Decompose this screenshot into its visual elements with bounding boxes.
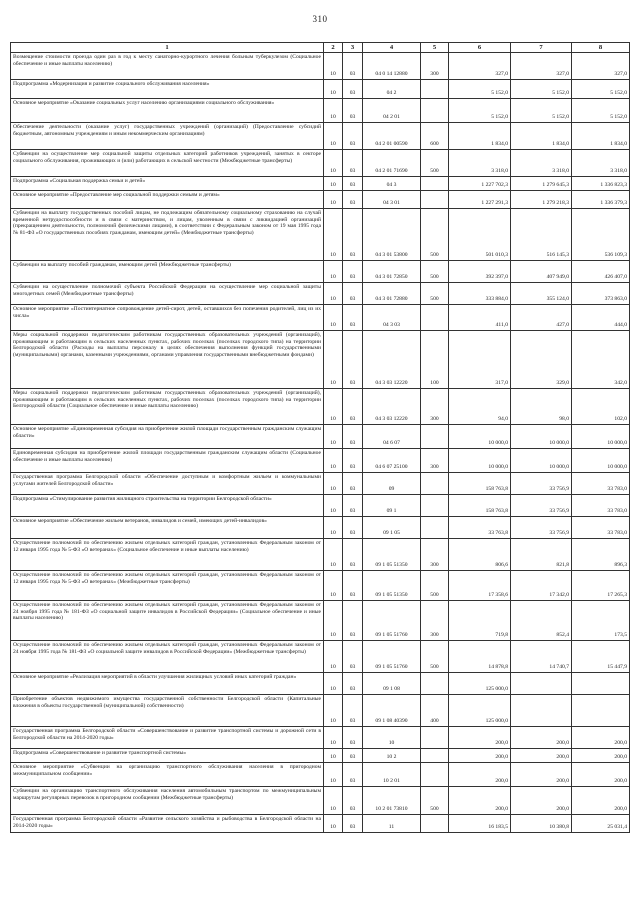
expense-type-code (421, 495, 449, 517)
expense-type-code (421, 305, 449, 331)
target-article-code: 04 2 01 (363, 99, 421, 123)
target-article-code: 04 6 07 (363, 425, 421, 449)
amount-year-3: 1 336 379,3 (572, 191, 630, 209)
amount-year-1: 200,0 (449, 749, 511, 763)
subsection-code: 03 (343, 473, 363, 495)
section-code: 10 (324, 539, 343, 571)
section-code: 10 (324, 673, 343, 695)
section-code: 10 (324, 763, 343, 787)
amount-year-1: 10 000,0 (449, 449, 511, 473)
section-code: 10 (324, 815, 343, 833)
subsection-code: 03 (343, 495, 363, 517)
target-article-code: 09 1 05 51350 (363, 571, 421, 601)
table-row (11, 473, 630, 495)
amount-year-1: 125 000,0 (449, 695, 511, 727)
amount-year-2: 200,0 (511, 787, 572, 815)
target-article-code: 09 1 05 51760 (363, 601, 421, 641)
amount-year-3: 896,3 (572, 539, 630, 571)
amount-year-3: 33 783,0 (572, 473, 630, 495)
amount-year-3: 17 265,3 (572, 571, 630, 601)
item-name: Меры социальной поддержки педагогическим работникам государственных образовательных учреждений (организаций), проживающим и работающим в сельских населенных пунктах, рабочих поселках (поселках городского типа) на территории Белгородской области (Расходы на выплаты персоналу в целях обеспечения выполнения функций государственными (муниципальными) органами, казенными учреждениями, органами управления государственными внебюджетными фондами) (11, 331, 324, 389)
amount-year-3: 200,0 (572, 727, 630, 749)
subsection-code: 03 (343, 283, 363, 305)
amount-year-1: 14 878,8 (449, 641, 511, 673)
expense-type-code: 300 (421, 389, 449, 425)
section-code: 10 (324, 191, 343, 209)
table-row (11, 673, 630, 695)
target-article-code: 04 2 01 00590 (363, 123, 421, 150)
amount-year-3: 200,0 (572, 763, 630, 787)
subsection-code: 03 (343, 517, 363, 539)
amount-year-2: 200,0 (511, 727, 572, 749)
section-code: 10 (324, 123, 343, 150)
section-code: 10 (324, 53, 343, 80)
amount-year-2: 1 279 645,3 (511, 177, 572, 191)
amount-year-2: 5 152,0 (511, 99, 572, 123)
amount-year-1: 327,0 (449, 53, 511, 80)
subsection-code: 03 (343, 389, 363, 425)
amount-year-3: 15 447,9 (572, 641, 630, 673)
amount-year-1: 5 152,0 (449, 99, 511, 123)
expense-type-code (421, 749, 449, 763)
item-name: Приобретение объектов недвижимого имущества государственной собственности Белгородской области (Капитальные вложения в объекты государственной (муниципальной) собственности) (11, 695, 324, 727)
target-article-code: 09 1 05 51350 (363, 539, 421, 571)
expense-type-code: 500 (421, 787, 449, 815)
amount-year-2: 852,4 (511, 601, 572, 641)
amount-year-3: 33 783,0 (572, 517, 630, 539)
target-article-code: 04 3 01 72850 (363, 261, 421, 283)
target-article-code: 09 1 (363, 495, 421, 517)
header-col-6: 6 (449, 43, 511, 53)
target-article-code: 10 2 01 73810 (363, 787, 421, 815)
table-row (11, 601, 630, 641)
amount-year-2: 821,8 (511, 539, 572, 571)
target-article-code: 04 3 01 53800 (363, 209, 421, 261)
target-article-code: 04 3 01 72880 (363, 283, 421, 305)
table-row (11, 305, 630, 331)
table-row (11, 53, 630, 80)
amount-year-2: 10 000,0 (511, 449, 572, 473)
amount-year-1: 5 152,0 (449, 80, 511, 99)
subsection-code: 03 (343, 261, 363, 283)
table-row (11, 517, 630, 539)
header-col-7: 7 (511, 43, 572, 53)
expense-type-code: 300 (421, 53, 449, 80)
table-row (11, 787, 630, 815)
amount-year-2: 427,0 (511, 305, 572, 331)
table-row (11, 815, 630, 833)
expense-type-code (421, 177, 449, 191)
item-name: Основное мероприятие «Субвенции на организацию транспортного обслуживания населения в пригородном межмуниципальном сообщении» (11, 763, 324, 787)
amount-year-3: 33 783,0 (572, 495, 630, 517)
target-article-code: 09 1 08 40390 (363, 695, 421, 727)
item-name: Основное мероприятие «Обеспечение жильем ветеранов, инвалидов и семей, имеющих детей-инвалидов» (11, 517, 324, 539)
target-article-code: 09 (363, 473, 421, 495)
table-row (11, 389, 630, 425)
item-name: Основное мероприятие «Реализация мероприятий в области улучшения жилищных условий иных категорий граждан» (11, 673, 324, 695)
table-row (11, 99, 630, 123)
amount-year-2: 33 756,9 (511, 473, 572, 495)
amount-year-1: 200,0 (449, 727, 511, 749)
expense-type-code (421, 425, 449, 449)
amount-year-1: 200,0 (449, 763, 511, 787)
amount-year-2: 329,0 (511, 331, 572, 389)
section-code: 10 (324, 641, 343, 673)
item-name: Осуществление полномочий по обеспечению жильем отдельных категорий граждан, установленных Федеральным законом от 24 ноября 1995 года № 181-ФЗ «О социальной защите инвалидов в Российской Федерации» (Социальное обеспечение и иные выплаты населению) (11, 601, 324, 641)
item-name: Меры социальной поддержки педагогическим работникам государственных образовательных учреждений (организаций), проживающим и работающим в сельских населенных пунктах, рабочих поселках (поселках городского типа) на территории Белгородской области (Социальное обеспечение и иные выплаты населению) (11, 389, 324, 425)
item-name: Обеспечение деятельности (оказание услуг) государственных учреждений (организаций) (Предоставление субсидий бюджетным, автономным учреждениям и иным некоммерческим организациям) (11, 123, 324, 150)
amount-year-2: 33 756,9 (511, 517, 572, 539)
subsection-code: 03 (343, 80, 363, 99)
subsection-code: 03 (343, 601, 363, 641)
expense-type-code: 300 (421, 539, 449, 571)
expense-type-code (421, 517, 449, 539)
subsection-code: 03 (343, 331, 363, 389)
subsection-code: 03 (343, 191, 363, 209)
amount-year-3: 102,0 (572, 389, 630, 425)
page-number: 310 (312, 14, 328, 24)
amount-year-3 (572, 695, 630, 727)
item-name: Подпрограмма «Модернизация и развитие социального обслуживания населения» (11, 80, 324, 99)
target-article-code: 04 3 03 (363, 305, 421, 331)
amount-year-3: 3 318,0 (572, 150, 630, 177)
header-col-5: 5 (421, 43, 449, 53)
expense-type-code: 100 (421, 331, 449, 389)
amount-year-1: 200,0 (449, 787, 511, 815)
amount-year-2: 10 380,8 (511, 815, 572, 833)
amount-year-2: 14 740,7 (511, 641, 572, 673)
amount-year-3: 173,5 (572, 601, 630, 641)
section-code: 10 (324, 283, 343, 305)
amount-year-2: 17 342,0 (511, 571, 572, 601)
item-name: Субвенции на выплату пособий гражданам, имеющим детей (Межбюджетные трансферты) (11, 261, 324, 283)
amount-year-1: 1 227 702,3 (449, 177, 511, 191)
section-code: 10 (324, 749, 343, 763)
item-name: Подпрограмма «Совершенствование и развитие транспортной системы» (11, 749, 324, 763)
item-name: Осуществление полномочий по обеспечению жильем отдельных категорий граждан, установленных Федеральным законом от 24 ноября 1995 года № 181-ФЗ «О социальной защите инвалидов в Российской Федерации» (Межбюджетные трансферты) (11, 641, 324, 673)
amount-year-1: 17 358,6 (449, 571, 511, 601)
table-row (11, 150, 630, 177)
subsection-code: 03 (343, 150, 363, 177)
amount-year-3: 1 834,0 (572, 123, 630, 150)
amount-year-1: 392 397,0 (449, 261, 511, 283)
expense-type-code: 500 (421, 209, 449, 261)
target-article-code: 10 2 (363, 749, 421, 763)
item-name: Возмещение стоимости проезда один раз в год к месту санаторно-курортного лечения больным туберкулезом (Социальное обеспечение и иные выплаты населению) (11, 53, 324, 80)
amount-year-1: 94,0 (449, 389, 511, 425)
table-row (11, 80, 630, 99)
amount-year-1: 3 318,0 (449, 150, 511, 177)
target-article-code: 04 3 03 12220 (363, 331, 421, 389)
subsection-code: 03 (343, 209, 363, 261)
subsection-code: 03 (343, 763, 363, 787)
expense-type-code (421, 727, 449, 749)
table-row (11, 539, 630, 571)
subsection-code: 03 (343, 815, 363, 833)
section-code: 10 (324, 177, 343, 191)
target-article-code: 09 1 05 (363, 517, 421, 539)
amount-year-1: 1 834,0 (449, 123, 511, 150)
amount-year-3: 327,0 (572, 53, 630, 80)
section-code: 10 (324, 209, 343, 261)
expense-type-code (421, 191, 449, 209)
amount-year-2: 10 000,0 (511, 425, 572, 449)
section-code: 10 (324, 80, 343, 99)
table-row (11, 283, 630, 305)
amount-year-3: 373 863,0 (572, 283, 630, 305)
amount-year-2: 1 279 218,3 (511, 191, 572, 209)
budget-table (10, 42, 630, 833)
section-code: 10 (324, 601, 343, 641)
target-article-code: 10 (363, 727, 421, 749)
target-article-code: 11 (363, 815, 421, 833)
amount-year-3: 444,0 (572, 305, 630, 331)
subsection-code: 03 (343, 449, 363, 473)
item-name: Субвенции на организацию транспортного обслуживания населения автомобильным транспортом по межмуниципальным маршрутам регулярных перевозок в пригородном сообщении (Межбюджетные трансферты) (11, 787, 324, 815)
section-code: 10 (324, 787, 343, 815)
item-name: Основное мероприятие «Предоставление мер социальной поддержки семьям и детям» (11, 191, 324, 209)
subsection-code: 03 (343, 539, 363, 571)
expense-type-code (421, 80, 449, 99)
subsection-code: 03 (343, 673, 363, 695)
amount-year-1: 125 000,0 (449, 673, 511, 695)
subsection-code: 03 (343, 177, 363, 191)
table-row (11, 425, 630, 449)
item-name: Государственная программа Белгородской области «Совершенствование и развитие транспортной системы и дорожной сети в Белгородской области на 2014-2020 годы» (11, 727, 324, 749)
amount-year-1: 317,0 (449, 331, 511, 389)
header-col-1: 1 (11, 43, 324, 53)
section-code: 10 (324, 305, 343, 331)
header-col-8: 8 (572, 43, 630, 53)
amount-year-1: 719,8 (449, 601, 511, 641)
amount-year-3: 5 152,0 (572, 80, 630, 99)
item-name: Субвенции на выплату государственных пособий лицам, не подлежащим обязательному социальному страхованию на случай временной нетрудоспособности и в связи с материнством, и лицам, уволенным в связи с ликвидацией организаций (прекращением деятельности, полномочий физическими лицами), в соответствии с Федеральным законом от 19 мая 1995 года № 81-ФЗ «О государственных пособиях гражданам, имеющим детей» (Межбюджетные трансферты) (11, 209, 324, 261)
target-article-code: 04 6 07 25100 (363, 449, 421, 473)
item-name: Подпрограмма «Стимулирование развития жилищного строительства на территории Белгородской области» (11, 495, 324, 517)
amount-year-2: 200,0 (511, 749, 572, 763)
target-article-code: 09 1 08 (363, 673, 421, 695)
table-row (11, 571, 630, 601)
amount-year-2: 355 124,0 (511, 283, 572, 305)
amount-year-1: 10 000,0 (449, 425, 511, 449)
section-code: 10 (324, 331, 343, 389)
amount-year-1: 158 763,8 (449, 495, 511, 517)
table-row (11, 727, 630, 749)
item-name: Основное мероприятие «Оказание социальных услуг населению организациями социального обслуживания» (11, 99, 324, 123)
expense-type-code: 300 (421, 449, 449, 473)
amount-year-3: 10 000,0 (572, 449, 630, 473)
item-name: Осуществление полномочий по обеспечению жильем отдельных категорий граждан, установленных Федеральным законом от 12 января 1995 года № 5-ФЗ «О ветеранах» (Межбюджетные трансферты) (11, 571, 324, 601)
expense-type-code (421, 99, 449, 123)
subsection-code: 03 (343, 641, 363, 673)
section-code: 10 (324, 449, 343, 473)
amount-year-2: 327,0 (511, 53, 572, 80)
amount-year-1: 806,6 (449, 539, 511, 571)
section-code: 10 (324, 571, 343, 601)
subsection-code: 03 (343, 695, 363, 727)
table-row (11, 641, 630, 673)
header-row (11, 43, 630, 53)
subsection-code: 03 (343, 425, 363, 449)
table-row (11, 763, 630, 787)
amount-year-3: 1 336 823,3 (572, 177, 630, 191)
amount-year-1: 158 763,8 (449, 473, 511, 495)
table-row (11, 449, 630, 473)
table-row (11, 261, 630, 283)
amount-year-2: 1 834,0 (511, 123, 572, 150)
amount-year-3 (572, 673, 630, 695)
target-article-code: 09 1 05 51760 (363, 641, 421, 673)
expense-type-code: 300 (421, 601, 449, 641)
amount-year-1: 33 763,8 (449, 517, 511, 539)
expense-type-code (421, 673, 449, 695)
item-name: Государственная программа Белгородской области «Развитие сельского хозяйства и рыбоводства в Белгородской области на 2014-2020 годы» (11, 815, 324, 833)
amount-year-3: 10 000,0 (572, 425, 630, 449)
section-code: 10 (324, 99, 343, 123)
amount-year-1: 501 010,3 (449, 209, 511, 261)
target-article-code: 04 2 01 71690 (363, 150, 421, 177)
header-col-3: 3 (343, 43, 363, 53)
target-article-code: 10 2 01 (363, 763, 421, 787)
amount-year-1: 1 227 291,3 (449, 191, 511, 209)
item-name: Единовременная субсидия на приобретение жилой площади государственным гражданским служащим области (Социальное обеспечение и иные выплаты населению) (11, 449, 324, 473)
amount-year-3: 536 109,3 (572, 209, 630, 261)
subsection-code: 03 (343, 305, 363, 331)
amount-year-3: 5 152,0 (572, 99, 630, 123)
header-col-2: 2 (324, 43, 343, 53)
table-row (11, 191, 630, 209)
amount-year-2: 98,0 (511, 389, 572, 425)
target-article-code: 04 0 14 12880 (363, 53, 421, 80)
section-code: 10 (324, 695, 343, 727)
table-row (11, 331, 630, 389)
header-col-4: 4 (363, 43, 421, 53)
item-name: Государственная программа Белгородской области «Обеспечение доступным и комфортным жильем и коммунальными услугами жителей Белгородской области» (11, 473, 324, 495)
section-code: 10 (324, 473, 343, 495)
item-name: Осуществление полномочий по обеспечению жильем отдельных категорий граждан, установленных Федеральным законом от 12 января 1995 года № 5-ФЗ «О ветеранах» (Социальное обеспечение и иные выплаты населению) (11, 539, 324, 571)
expense-type-code: 500 (421, 261, 449, 283)
expense-type-code: 400 (421, 695, 449, 727)
amount-year-2 (511, 673, 572, 695)
section-code: 10 (324, 727, 343, 749)
expense-type-code: 500 (421, 150, 449, 177)
expense-type-code: 500 (421, 641, 449, 673)
table-row (11, 177, 630, 191)
amount-year-3: 426 407,0 (572, 261, 630, 283)
amount-year-2: 33 756,9 (511, 495, 572, 517)
expense-type-code: 600 (421, 123, 449, 150)
section-code: 10 (324, 261, 343, 283)
amount-year-3: 342,0 (572, 331, 630, 389)
expense-type-code (421, 815, 449, 833)
table-row (11, 495, 630, 517)
section-code: 10 (324, 495, 343, 517)
section-code: 10 (324, 389, 343, 425)
amount-year-2: 200,0 (511, 763, 572, 787)
amount-year-2: 3 318,0 (511, 150, 572, 177)
item-name: Подпрограмма «Социальная поддержка семьи и детей» (11, 177, 324, 191)
amount-year-1: 16 183,5 (449, 815, 511, 833)
item-name: Субвенции на осуществление мер социальной защиты отдельных категорий работников учреждений, занятых в секторе социального обслуживания, проживающих и (или) работающих в сельской местности (Межбюджетные трансферты) (11, 150, 324, 177)
amount-year-3: 25 031,4 (572, 815, 630, 833)
amount-year-2: 407 949,0 (511, 261, 572, 283)
table-row (11, 123, 630, 150)
target-article-code: 04 3 01 (363, 191, 421, 209)
amount-year-3: 200,0 (572, 749, 630, 763)
amount-year-3: 200,0 (572, 787, 630, 815)
subsection-code: 03 (343, 123, 363, 150)
expense-type-code: 500 (421, 571, 449, 601)
table-row (11, 749, 630, 763)
table-row (11, 209, 630, 261)
item-name: Субвенции на осуществление полномочий субъекта Российской Федерации на осуществление мер социальной защиты многодетных семей (Межбюджетные трансферты) (11, 283, 324, 305)
amount-year-2 (511, 695, 572, 727)
subsection-code: 03 (343, 727, 363, 749)
amount-year-2: 516 145,3 (511, 209, 572, 261)
target-article-code: 04 3 (363, 177, 421, 191)
table-row (11, 695, 630, 727)
amount-year-2: 5 152,0 (511, 80, 572, 99)
subsection-code: 03 (343, 99, 363, 123)
expense-type-code: 500 (421, 283, 449, 305)
subsection-code: 03 (343, 571, 363, 601)
amount-year-1: 411,0 (449, 305, 511, 331)
item-name: Основное мероприятие «Единовременная субсидия на приобретение жилой площади государственным гражданским служащим области» (11, 425, 324, 449)
expense-type-code (421, 473, 449, 495)
subsection-code: 03 (343, 787, 363, 815)
expense-type-code (421, 763, 449, 787)
item-name: Основное мероприятие «Постинтернатное сопровождение детей-сирот, детей, оставшихся без попечения родителей, лиц из их числа» (11, 305, 324, 331)
subsection-code: 03 (343, 749, 363, 763)
section-code: 10 (324, 425, 343, 449)
section-code: 10 (324, 517, 343, 539)
section-code: 10 (324, 150, 343, 177)
amount-year-1: 333 884,0 (449, 283, 511, 305)
target-article-code: 04 3 03 12220 (363, 389, 421, 425)
target-article-code: 04 2 (363, 80, 421, 99)
subsection-code: 03 (343, 53, 363, 80)
